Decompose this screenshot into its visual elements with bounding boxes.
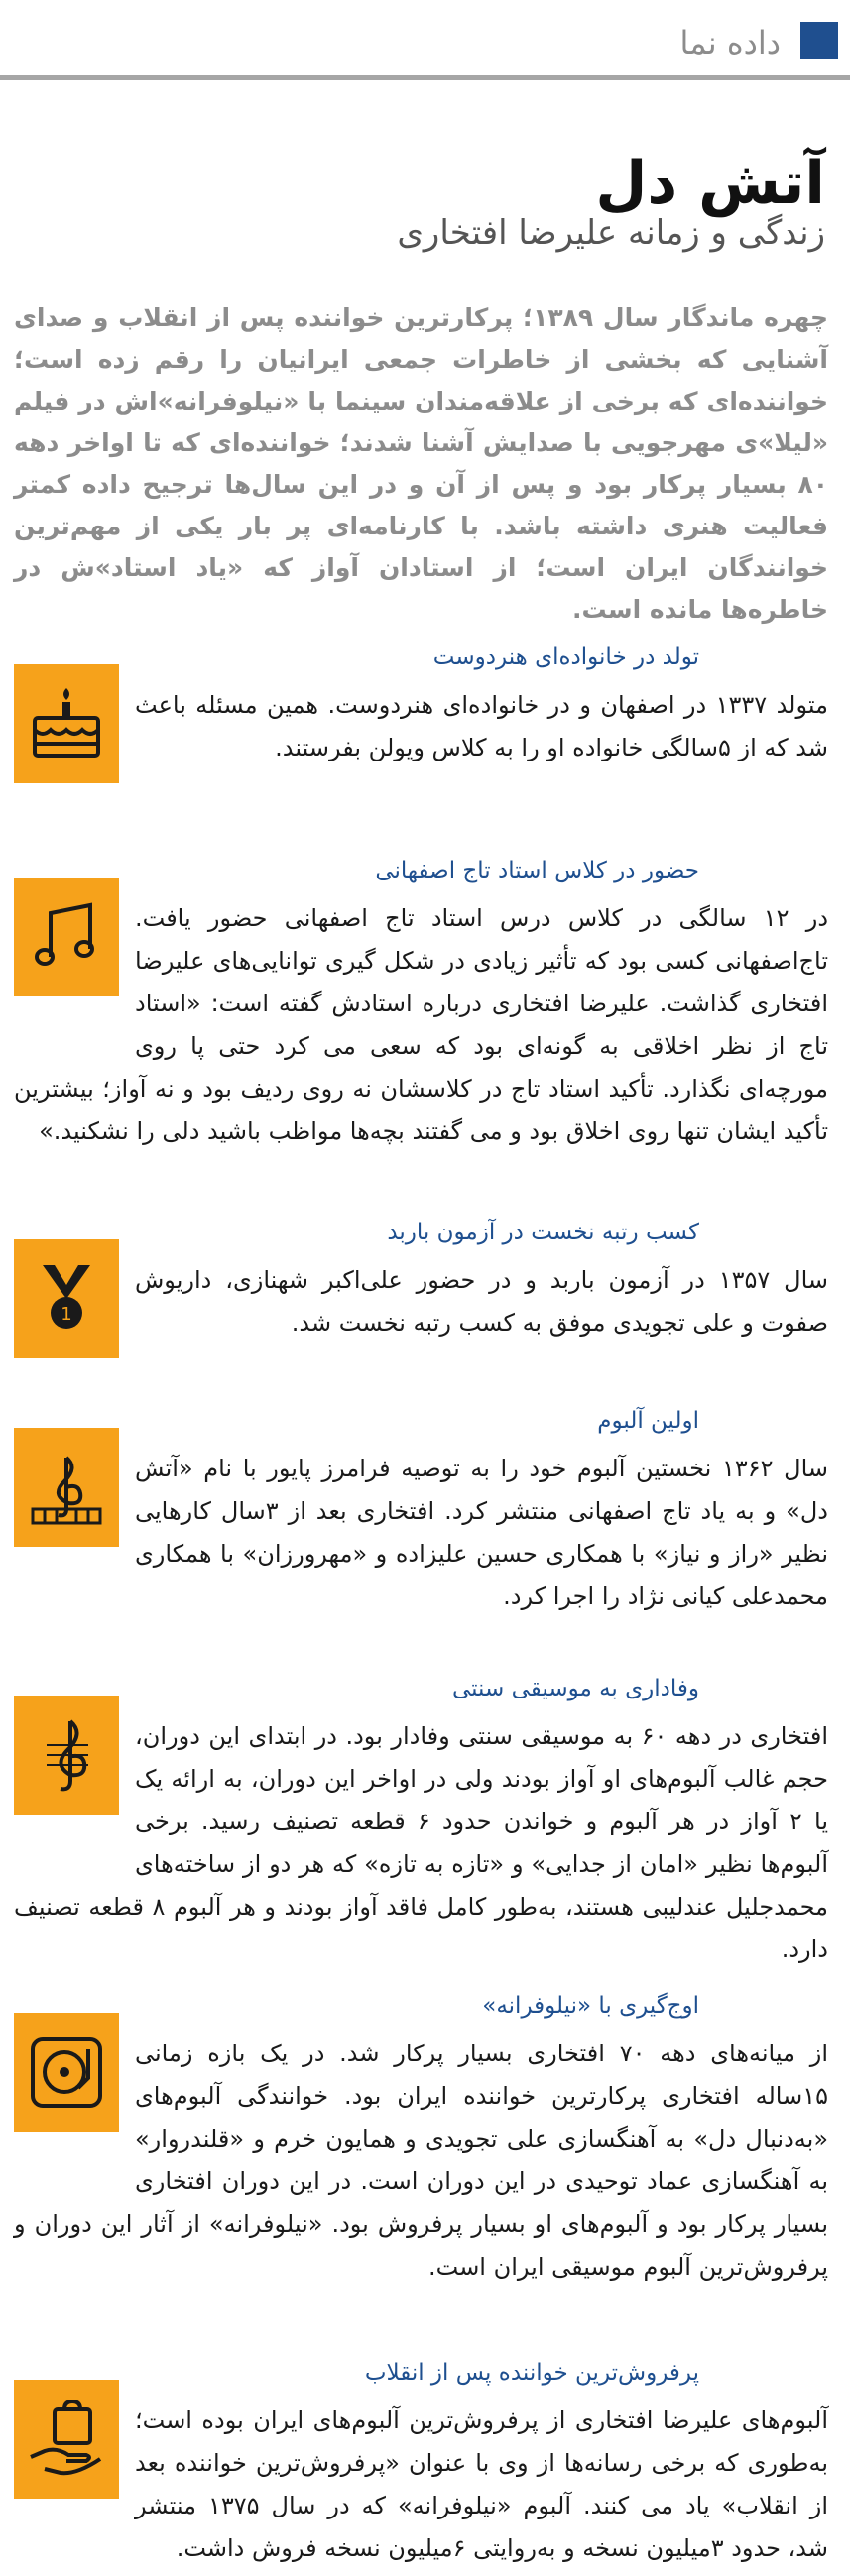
section-title: کسب رتبه نخست در آزمون باربد <box>387 1220 699 1245</box>
section-body-text: افتخاری در دهه ۶۰ به موسیقی سنتی وفادار بود. در ابتدای این دوران، حجم غالب آلبوم‌های او آواز بودند ولی در اواخر این دوران، به ارائه یک یا ۲ آواز در هر آلبوم و خواندن حدود ۶ قطعه تصنیف رسید. برخی آلبوم‌ها نظیر «امان از جدایی» و «تازه به تازه» که هر دو از ساخته‌های محمدجلیل عندلیبی هستند، به‌طور کامل فاقد آواز بودند و هر آلبوم ۸ قطعه تصنیف دارد. <box>14 1722 829 1963</box>
intro-paragraph: چهره ماندگار سال ۱۳۸۹؛ پرکارترین خواننده پس از انقلاب و صدای آشنایی که بخشی از خاطرات جمعی ایرانیان را رقم زده است؛ خواننده‌ای که برخی از علاقه‌مندان سینما با «نیلوفرانه»اش در فیلم «لیلا»ی مهرجویی با صدایش آشنا شدند؛ خواننده‌ای که تا اواخر دهه ۸۰ بسیار پرکار بود و پس از آن و در این سال‌ها ترجیح داده کمتر فعالیت هنری داشته باشد. با کارنامه‌ای پر بار یکی از مهم‌ترین خوانندگان ایران است؛ از استادان آواز که «یاد استاد»ش در خاطره‌ها مانده است. <box>14 303 828 624</box>
section-birth <box>14 644 828 813</box>
section-body <box>14 1259 828 1388</box>
section-title: وفاداری به موسیقی سنتی <box>451 1676 699 1701</box>
section-first-album <box>14 1408 828 1636</box>
header-bar <box>0 0 850 79</box>
brand-name: داده نما <box>679 24 781 61</box>
svg-text:1: 1 <box>61 1304 72 1325</box>
section-best-selling <box>14 2360 828 2568</box>
section-nilofarane <box>14 1993 828 2330</box>
section-body-text: آلبوم‌های علیرضا افتخاری از پرفروش‌ترین آلبوم‌های ایران بوده است؛ به‌طوری که برخی رسانه‌ها از وی با عنوان «پرفروش‌ترین خواننده بعد از انقلاب» یاد می کنند. آلبوم «نیلوفرانه» که در سال ۱۳۷۵ منتشر شد، حدود ۳میلیون نسخه و به‌روایتی ۶میلیون نسخه فروش داشت. <box>135 2406 829 2562</box>
page-subtitle: زندگی و زمانه علیرضا افتخاری <box>397 213 825 253</box>
section-taj-class <box>14 858 828 1185</box>
section-body <box>14 2033 828 2288</box>
header-divider <box>0 75 850 80</box>
section-body-text: متولد ۱۳۳۷ در اصفهان و در خانواده‌ای هنردوست. همین مسئله باعث شد که از ۵سالگی خانواده او را به کلاس ویولن بفرستند. <box>135 691 828 761</box>
section-body-text: از میانه‌های دهه ۷۰ افتخاری بسیار پرکار شد. در یک بازه زمانی ۱۵ساله افتخاری پرکارترین خواننده ایران بود. خوانندگی آلبوم‌های «به‌دنبال دل» به آهنگسازی علی تجویدی و همایون خرم و «قلندروار» به آهنگسازی عماد توحیدی در این دوران است. در این دوران افتخاری بسیار پرکار بود و آلبوم‌های او بسیار پرفروش بود. «نیلوفرانه» از آثار این دوران و پرفروش‌ترین آلبوم موسیقی ایران است. <box>14 2040 828 2281</box>
section-barbad <box>14 1220 828 1378</box>
section-body <box>14 1448 828 1618</box>
section-body <box>14 1715 828 1971</box>
section-title: پرفروش‌ترین خواننده پس از انقلاب <box>364 2360 699 2386</box>
section-title: حضور در کلاس استاد تاج اصفهانی <box>375 858 699 883</box>
page-title: آتش دل <box>595 149 825 218</box>
section-traditional-music <box>14 1676 829 1963</box>
section-body <box>14 684 828 813</box>
brand-logo-square <box>800 22 838 59</box>
section-title: اوج‌گیری با «نیلوفرانه» <box>482 1993 699 2019</box>
section-body-text: سال ۱۳۶۲ نخستین آلبوم خود را به توصیه فرامرز پایور با نام «آتش دل» و به یاد تاج اصفهانی منتشر کرد. افتخاری بعد از ۳سال کارهایی نظیر «راز و نیاز» با همکاری حسین علیزاده و «مهرورزان» با همکاری محمدعلی کیانی نژاد را اجرا کرد. <box>135 1455 828 1610</box>
section-title: اولین آلبوم <box>597 1408 699 1434</box>
section-title: تولد در خانواده‌ای هنردوست <box>432 644 699 670</box>
section-body-text: در ۱۲ سالگی در کلاس درس استاد تاج اصفهانی حضور یافت. تاج‌اصفهانی کسی بود که تأثیر زیادی در شکل گیری توانایی‌های علیرضا افتخاری گذاشت. علیرضا افتخاری درباره استادش گفته است: «استاد تاج از نظر اخلاقی به گونه‌ای بود که سعی می کرد حتی پا روی مورچه‌ای نگذارد. تأکید استاد تاج در کلاسشان نه روی ردیف بود و نه آواز؛ بیشترین تأکید ایشان تنها روی اخلاق بود و می گفتند بچه‌ها مواظب باشید دلی را نشکنید.» <box>14 904 829 1145</box>
section-body <box>14 2400 828 2570</box>
section-body-text: سال ۱۳۵۷ در آزمون باربد و در حضور علی‌اکبر شهنازی، داریوش صفوت و علی تجویدی موفق به کسب رتبه نخست شد. <box>135 1266 829 1337</box>
section-body <box>14 897 828 1153</box>
